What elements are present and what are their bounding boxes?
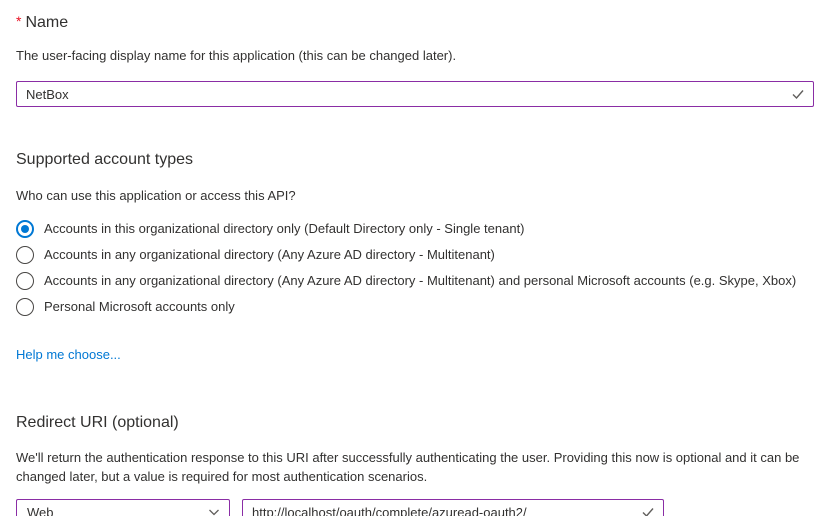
redirect-uri-input[interactable] xyxy=(242,499,664,516)
name-label: Name xyxy=(25,14,69,31)
radio-option-single-tenant[interactable] xyxy=(16,216,814,242)
radio-button-icon xyxy=(16,246,34,264)
redirect-uri-row xyxy=(16,499,814,516)
radio-option-multitenant[interactable] xyxy=(16,242,814,268)
redirect-uri-section xyxy=(16,412,814,516)
required-marker: * xyxy=(16,13,22,29)
uri-input-wrap xyxy=(242,499,664,516)
account-types-question: Who can use this application or access this API? xyxy=(16,188,296,203)
name-input[interactable] xyxy=(16,81,814,107)
account-types-radio-group xyxy=(16,216,814,320)
platform-select-value: Web xyxy=(27,504,54,516)
name-description: The user-facing display name for this application (this can be changed later). xyxy=(16,48,457,63)
radio-option-multitenant-personal[interactable] xyxy=(16,268,814,294)
name-input-wrap xyxy=(16,81,814,107)
radio-option-label: Accounts in any organizational directory (Any Azure AD directory - Multitenant) xyxy=(44,247,495,262)
radio-button-icon xyxy=(16,298,34,316)
radio-option-personal-only[interactable] xyxy=(16,294,814,320)
radio-option-label: Accounts in any organizational directory (Any Azure AD directory - Multitenant) and personal Microsoft accounts (e.g. Skype, Xbox) xyxy=(44,273,797,288)
account-types-section xyxy=(16,149,814,364)
radio-option-label: Accounts in this organizational directory only (Default Directory only - Single tenant) xyxy=(44,221,525,236)
radio-button-icon xyxy=(16,272,34,290)
account-types-title: Supported account types xyxy=(16,151,194,168)
name-section-title xyxy=(16,10,814,34)
redirect-uri-title: Redirect URI (optional) xyxy=(16,414,179,431)
radio-option-label: Personal Microsoft accounts only xyxy=(44,299,235,314)
help-me-choose-link[interactable]: Help me choose... xyxy=(16,347,121,362)
platform-select[interactable] xyxy=(16,499,230,516)
radio-button-icon xyxy=(16,220,34,238)
chevron-down-icon xyxy=(207,505,221,516)
redirect-uri-description: We'll return the authentication response to this URI after successfully authenticating the user. Providing this now is optional and it can be changed later, but a value is required for most authentication scenarios. xyxy=(16,450,800,484)
